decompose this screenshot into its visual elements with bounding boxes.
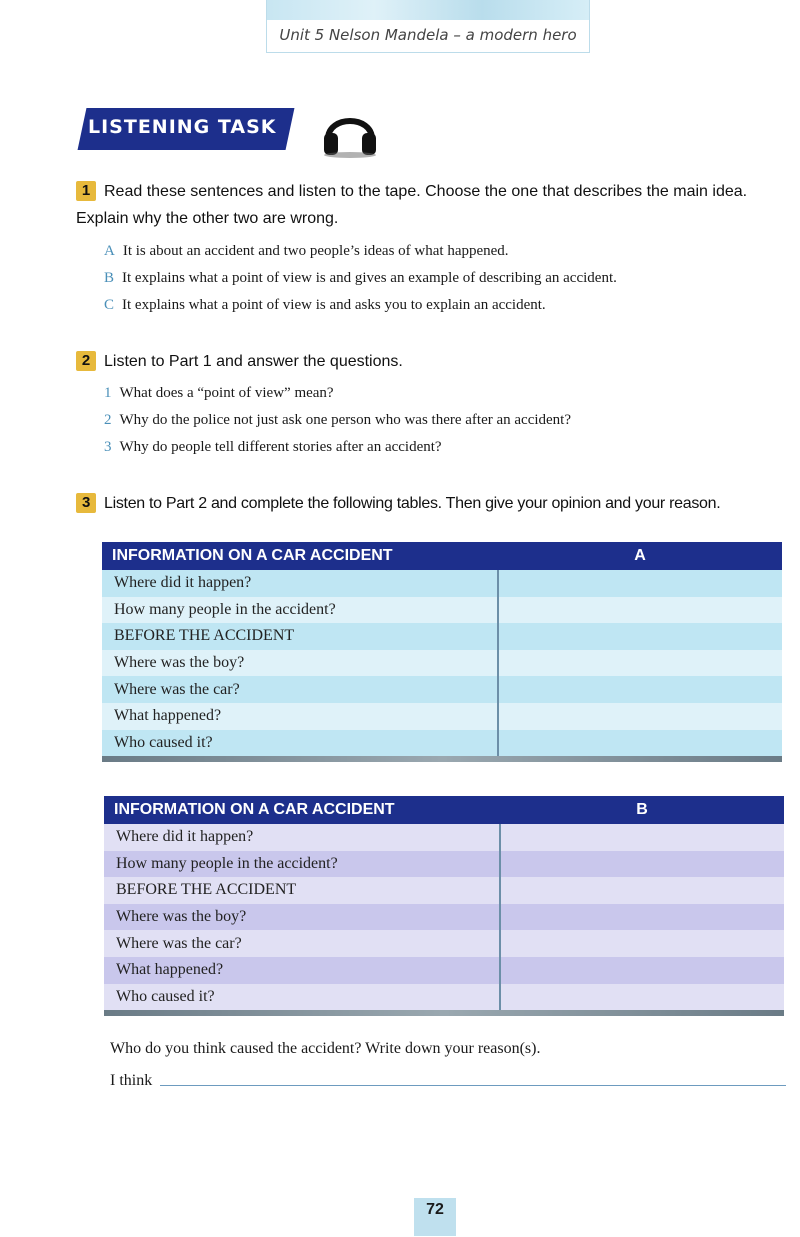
table-header-label: B: [500, 796, 784, 824]
row-label: How many people in the accident?: [102, 597, 498, 624]
question-text: Listen to Part 2 and complete the following tables. Then give your opinion and your reason.: [104, 495, 721, 512]
question-2-item-1: 1 What does a “point of view” mean?: [104, 385, 334, 401]
decorative-strip: [267, 0, 589, 20]
answer-cell[interactable]: [498, 650, 782, 677]
table-b: [104, 796, 784, 1016]
answer-cell[interactable]: [498, 570, 782, 597]
row-label: Who caused it?: [104, 984, 500, 1011]
answer-cell[interactable]: [498, 676, 782, 703]
page-number: 72: [414, 1198, 456, 1236]
question-text: Listen to Part 1 and answer the questions.: [104, 353, 403, 370]
table-header-title: INFORMATION ON A CAR ACCIDENT: [104, 796, 500, 824]
question-3: [76, 490, 720, 517]
row-label: Where was the car?: [102, 676, 498, 703]
unit-title: Unit 5 Nelson Mandela – a modern hero: [279, 26, 577, 44]
answer-cell[interactable]: [500, 904, 784, 931]
question-2-item-2: 2 Why do the police not just ask one person who was there after an accident?: [104, 412, 572, 428]
row-label: Where was the boy?: [104, 904, 500, 931]
answer-cell[interactable]: [500, 930, 784, 957]
answer-cell[interactable]: [500, 984, 784, 1011]
row-label: What happened?: [102, 703, 498, 730]
option-a: A It is about an accident and two people’s ideas of what happened.: [104, 243, 509, 259]
option-b: B It explains what a point of view is and gives an example of describing an accident.: [104, 270, 617, 286]
row-label: Where did it happen?: [102, 570, 498, 597]
question-2: [76, 348, 403, 375]
opinion-start: I think: [110, 1072, 153, 1089]
row-label: What happened?: [104, 957, 500, 984]
answer-cell[interactable]: [498, 703, 782, 730]
opinion-prompt: Who do you think caused the accident? Write down your reason(s).: [110, 1040, 541, 1057]
answer-line[interactable]: [160, 1085, 786, 1086]
question-number: 3: [76, 493, 96, 513]
question-number: 1: [76, 181, 96, 201]
row-label: Who caused it?: [102, 730, 498, 757]
answer-cell[interactable]: [498, 730, 782, 757]
table-header-title: INFORMATION ON A CAR ACCIDENT: [102, 542, 498, 570]
question-number: 2: [76, 351, 96, 371]
table-a: [102, 542, 782, 762]
answer-cell[interactable]: [500, 957, 784, 984]
listening-task-badge: [74, 108, 290, 154]
row-label: Where was the car?: [104, 930, 500, 957]
question-text: Read these sentences and listen to the tape. Choose the one that describes the main idea. Explain why the other two are wrong.: [76, 183, 748, 227]
table-shadow: [104, 1010, 784, 1016]
unit-header: [266, 0, 590, 53]
row-label: BEFORE THE ACCIDENT: [102, 623, 498, 650]
table-shadow: [102, 756, 782, 762]
answer-cell[interactable]: [500, 824, 784, 851]
row-label: How many people in the accident?: [104, 851, 500, 878]
row-label: BEFORE THE ACCIDENT: [104, 877, 500, 904]
answer-cell[interactable]: [498, 623, 782, 650]
row-label: Where was the boy?: [102, 650, 498, 677]
option-c: C It explains what a point of view is and asks you to explain an accident.: [104, 297, 546, 313]
row-label: Where did it happen?: [104, 824, 500, 851]
question-1: [76, 178, 786, 232]
task-title: LISTENING TASK: [88, 116, 277, 138]
table-header-label: A: [498, 542, 782, 570]
headphones-icon: [320, 105, 380, 159]
answer-cell[interactable]: [500, 851, 784, 878]
answer-cell[interactable]: [500, 877, 784, 904]
answer-cell[interactable]: [498, 597, 782, 624]
question-2-item-3: 3 Why do people tell different stories after an accident?: [104, 439, 442, 455]
